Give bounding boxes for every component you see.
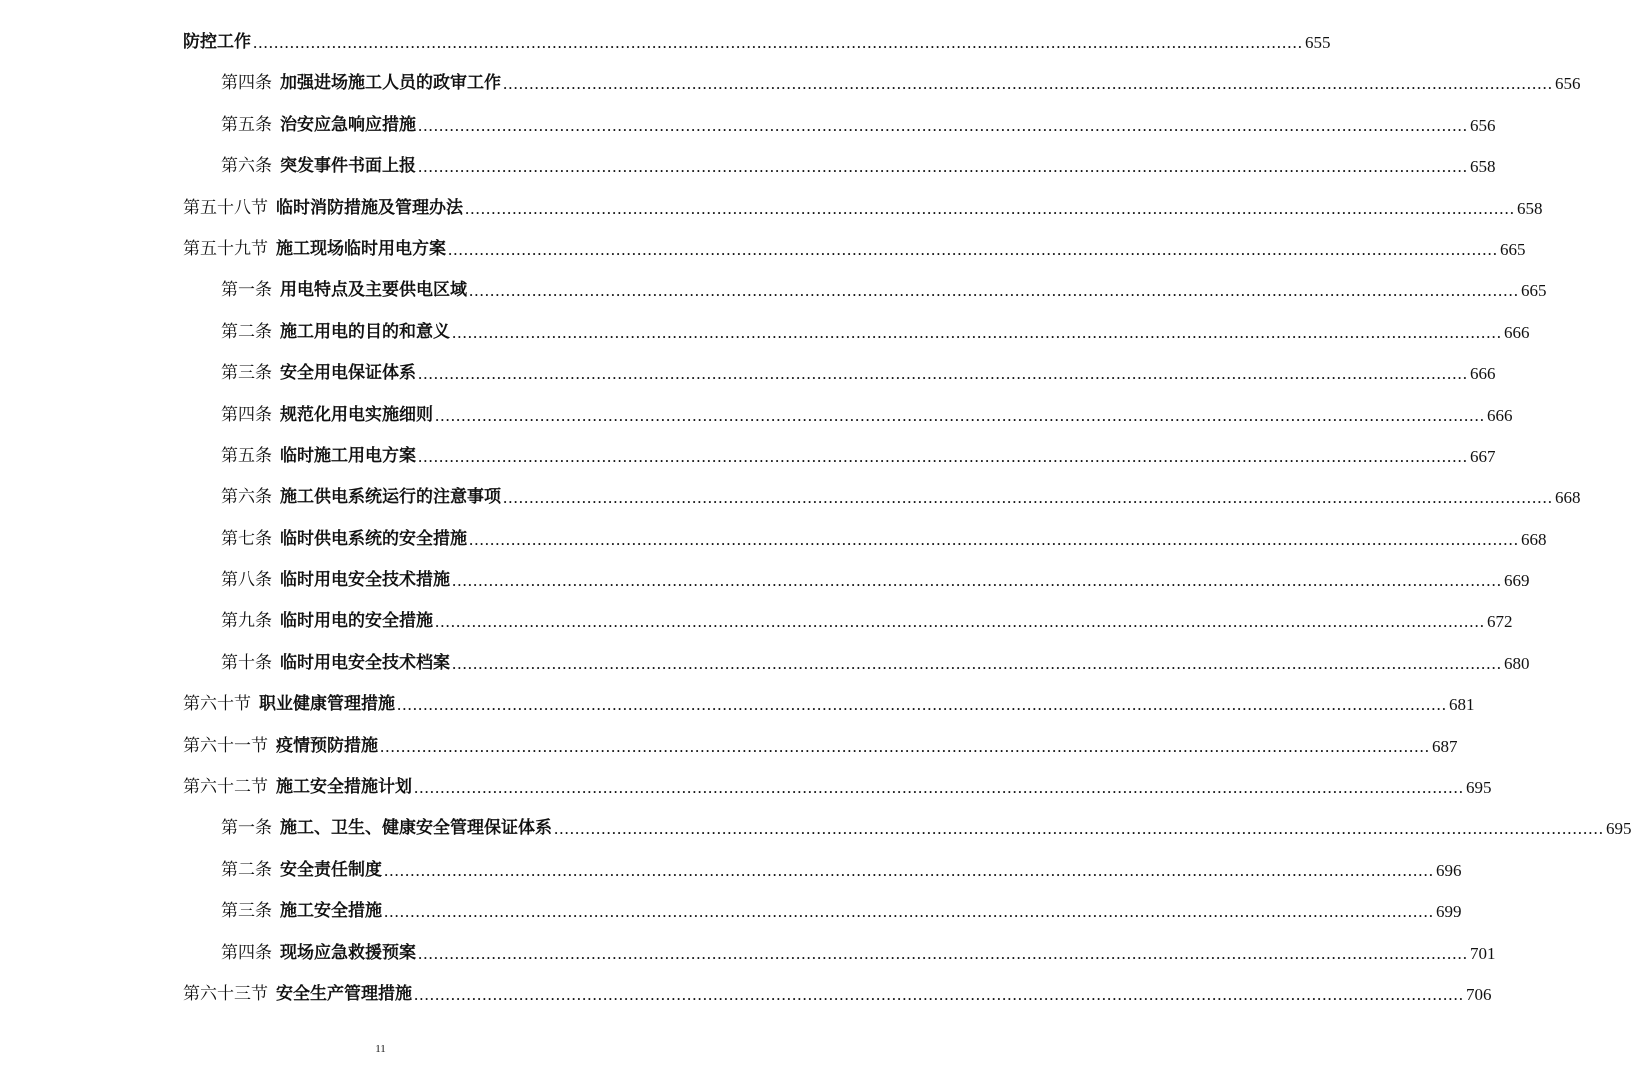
toc-entry-prefix: 第二条	[221, 321, 272, 342]
dot-leader: ........................................................................................................................................................................................................	[503, 74, 1553, 94]
toc-entry[interactable]	[0, 726, 1458, 767]
toc-entry-page-number: 668	[1521, 529, 1547, 549]
toc-entry-title: 职业健康管理措施	[259, 694, 395, 715]
toc-entry-title: 临时用电安全技术措施	[280, 570, 450, 591]
toc-entry-prefix: 第四条	[221, 404, 272, 425]
toc-entry-title: 施工现场临时用电方案	[276, 238, 446, 259]
toc-entry-title: 现场应急救援预案	[280, 942, 416, 963]
toc-entry-title: 安全生产管理措施	[276, 983, 412, 1004]
toc-entry-page-number: 656	[1555, 74, 1581, 94]
toc-entry[interactable]	[0, 767, 1492, 808]
toc-entry-prefix: 第五条	[221, 114, 272, 135]
toc-entry-page-number: 668	[1555, 488, 1581, 508]
toc-entry-page-number: 681	[1449, 695, 1475, 715]
dot-leader: ........................................................................................................................................................................................................	[380, 736, 1430, 756]
dot-leader: ........................................................................................................................................................................................................	[503, 488, 1553, 508]
dot-leader: ........................................................................................................................................................................................................	[435, 405, 1485, 425]
toc-entry[interactable]	[0, 22, 1331, 63]
toc-entry-page-number: 658	[1517, 198, 1543, 218]
toc-entry-page-number: 666	[1487, 405, 1513, 425]
toc-entry[interactable]	[0, 891, 1462, 932]
toc-entry-page-number: 687	[1432, 736, 1458, 756]
toc-entry[interactable]	[0, 684, 1475, 725]
toc-entry-prefix: 第七条	[221, 528, 272, 549]
dot-leader: ........................................................................................................................................................................................................	[253, 33, 1303, 52]
toc-entry-prefix: 第九条	[221, 611, 272, 632]
toc-entry-page-number: 655	[1305, 33, 1331, 52]
toc-entry[interactable]	[0, 850, 1462, 891]
toc-entry-prefix: 第六十节	[183, 694, 251, 715]
toc-entry-title: 临时用电的安全措施	[280, 611, 433, 632]
toc-entry[interactable]	[0, 63, 1581, 104]
dot-leader: ........................................................................................................................................................................................................	[452, 571, 1502, 591]
toc-entry-title: 突发事件书面上报	[280, 156, 416, 177]
toc-entry[interactable]	[0, 353, 1496, 394]
toc-entry-title: 临时施工用电方案	[280, 445, 416, 466]
toc-entry-page-number: 699	[1436, 902, 1462, 922]
toc-entry[interactable]	[0, 560, 1530, 601]
toc-entry[interactable]	[0, 601, 1513, 642]
toc-entry-page-number: 658	[1470, 157, 1496, 177]
toc-entry[interactable]	[0, 146, 1496, 187]
toc-entry[interactable]	[0, 395, 1513, 436]
toc-entry-page-number: 695	[1606, 819, 1632, 839]
toc-entry-title: 临时消防措施及管理办法	[276, 197, 463, 218]
dot-leader: ........................................................................................................................................................................................................	[465, 198, 1515, 218]
toc-entry-title: 安全责任制度	[280, 859, 382, 880]
toc-entry-page-number: 672	[1487, 612, 1513, 632]
toc-entry[interactable]	[0, 808, 1632, 849]
toc-entry[interactable]	[0, 188, 1543, 229]
dot-leader: ........................................................................................................................................................................................................	[418, 157, 1468, 177]
toc-entry-title: 施工安全措施计划	[276, 777, 412, 798]
toc-entry-prefix: 第四条	[221, 942, 272, 963]
dot-leader: ........................................................................................................................................................................................................	[554, 819, 1604, 839]
toc-entry-page-number: 680	[1504, 653, 1530, 673]
toc-entry-title: 治安应急响应措施	[280, 114, 416, 135]
toc-entry-page-number: 665	[1500, 239, 1526, 259]
toc-entry-prefix: 第十条	[221, 652, 272, 673]
dot-leader: ........................................................................................................................................................................................................	[384, 860, 1434, 880]
toc-entry[interactable]	[0, 436, 1496, 477]
toc-entry-prefix: 第六条	[221, 156, 272, 177]
toc-entry-page-number: 696	[1436, 860, 1462, 880]
toc-entry-prefix: 第五十八节	[183, 197, 268, 218]
toc-entry[interactable]	[0, 312, 1530, 353]
dot-leader: ........................................................................................................................................................................................................	[418, 943, 1468, 963]
toc-entry-prefix: 第五条	[221, 445, 272, 466]
toc-entry-title: 临时供电系统的安全措施	[280, 528, 467, 549]
toc-entry-title: 安全用电保证体系	[280, 363, 416, 384]
toc-entry-page-number: 701	[1470, 943, 1496, 963]
toc-entry-prefix: 第一条	[221, 818, 272, 839]
toc-entry-prefix: 第三条	[221, 363, 272, 384]
dot-leader: ........................................................................................................................................................................................................	[418, 115, 1468, 135]
toc-entry-page-number: 665	[1521, 281, 1547, 301]
dot-leader: ........................................................................................................................................................................................................	[452, 653, 1502, 673]
toc-entry-title: 疫情预防措施	[276, 735, 378, 756]
toc-entry-title: 用电特点及主要供电区域	[280, 280, 467, 301]
table-of-contents	[0, 22, 1632, 1015]
dot-leader: ........................................................................................................................................................................................................	[435, 612, 1485, 632]
toc-entry-page-number: 706	[1466, 984, 1492, 1004]
toc-entry-title: 规范化用电实施细则	[280, 404, 433, 425]
toc-entry-page-number: 695	[1466, 778, 1492, 798]
toc-entry-prefix: 第六十三节	[183, 983, 268, 1004]
toc-entry[interactable]	[0, 270, 1547, 311]
toc-entry-prefix: 第六十一节	[183, 735, 268, 756]
toc-entry-title: 防控工作	[183, 32, 251, 52]
toc-entry-title: 临时用电安全技术档案	[280, 652, 450, 673]
toc-entry-page-number: 656	[1470, 115, 1496, 135]
toc-entry-title: 施工供电系统运行的注意事项	[280, 487, 501, 508]
toc-entry-prefix: 第四条	[221, 73, 272, 94]
dot-leader: ........................................................................................................................................................................................................	[469, 529, 1519, 549]
toc-entry-page-number: 667	[1470, 446, 1496, 466]
toc-entry[interactable]	[0, 643, 1530, 684]
toc-entry-prefix: 第一条	[221, 280, 272, 301]
dot-leader: ........................................................................................................................................................................................................	[418, 446, 1468, 466]
toc-entry-prefix: 第八条	[221, 570, 272, 591]
dot-leader: ........................................................................................................................................................................................................	[469, 281, 1519, 301]
toc-entry-title: 施工、卫生、健康安全管理保证体系	[280, 818, 552, 839]
toc-entry[interactable]	[0, 974, 1492, 1015]
dot-leader: ........................................................................................................................................................................................................	[452, 322, 1502, 342]
toc-entry-page-number: 666	[1504, 322, 1530, 342]
toc-entry-prefix: 第六条	[221, 487, 272, 508]
toc-entry-prefix: 第三条	[221, 901, 272, 922]
toc-entry[interactable]	[0, 229, 1526, 270]
toc-entry[interactable]	[0, 933, 1496, 974]
dot-leader: ........................................................................................................................................................................................................	[384, 902, 1434, 922]
dot-leader: ........................................................................................................................................................................................................	[418, 364, 1468, 384]
toc-entry-title: 施工用电的目的和意义	[280, 321, 450, 342]
toc-entry-prefix: 第二条	[221, 859, 272, 880]
toc-entry[interactable]	[0, 477, 1581, 518]
toc-entry[interactable]	[0, 519, 1547, 560]
dot-leader: ........................................................................................................................................................................................................	[414, 984, 1464, 1004]
toc-entry-title: 加强进场施工人员的政审工作	[280, 73, 501, 94]
toc-entry[interactable]	[0, 105, 1496, 146]
dot-leader: ........................................................................................................................................................................................................	[448, 239, 1498, 259]
toc-entry-title: 施工安全措施	[280, 901, 382, 922]
dot-leader: ........................................................................................................................................................................................................	[397, 695, 1447, 715]
toc-entry-prefix: 第六十二节	[183, 777, 268, 798]
page-number: 11	[375, 1043, 386, 1055]
dot-leader: ........................................................................................................................................................................................................	[414, 778, 1464, 798]
toc-entry-prefix: 第五十九节	[183, 238, 268, 259]
toc-entry-page-number: 669	[1504, 571, 1530, 591]
toc-entry-page-number: 666	[1470, 364, 1496, 384]
